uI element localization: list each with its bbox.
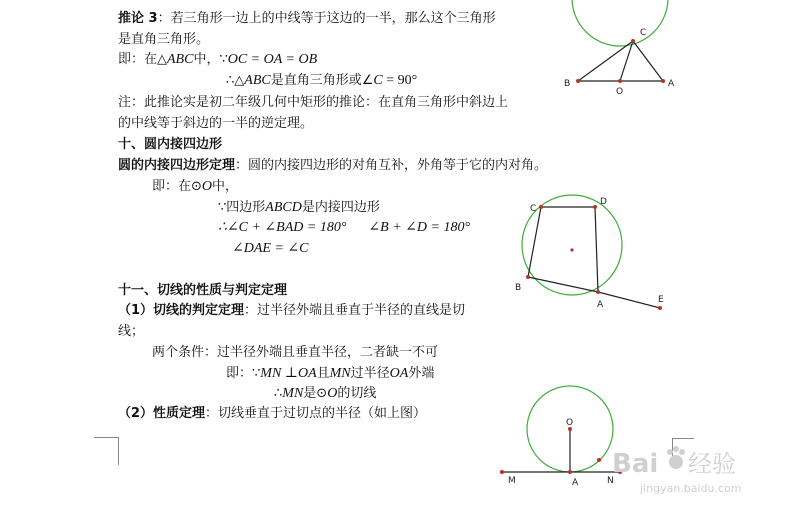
point-c xyxy=(539,205,543,209)
watermark xyxy=(612,446,742,495)
cyclic-quadrilateral-figure xyxy=(515,195,664,310)
label-o: O xyxy=(566,418,574,428)
point-a xyxy=(568,470,572,474)
point-d xyxy=(593,205,597,209)
point-a xyxy=(596,290,600,294)
watermark-brand: Bai xyxy=(612,449,659,479)
label-d: D xyxy=(600,197,607,207)
top-circle-arc xyxy=(572,0,668,46)
label-m: M xyxy=(508,476,516,486)
extended-side-ae xyxy=(598,292,660,308)
criterion-cont: 线； xyxy=(118,324,145,339)
point-o xyxy=(618,79,622,83)
watermark-brand2: 经验 xyxy=(688,450,736,478)
tangent-figure xyxy=(500,386,622,488)
corollary-title: 推论 3 xyxy=(118,11,158,26)
corollary-line1: 推论 3：若三角形一边上的中线等于这边的一半，那么这个三角形 xyxy=(118,11,496,26)
section11-therefore: ∴MN是⊙O的切线 xyxy=(274,386,377,401)
label-b: B xyxy=(564,79,571,89)
section10-because: ∵四边形ABCD是内接四边形 xyxy=(218,200,380,215)
corollary-note1: 注：此推论实是初二年级几何中矩形的推论：在直角三角形中斜边上 xyxy=(118,95,509,110)
point-m xyxy=(500,470,504,474)
section11-heading: 十一、切线的性质与判定定理 xyxy=(118,283,288,298)
triangle-side-bc xyxy=(578,41,633,81)
corollary-line2: 是直角三角形。 xyxy=(118,32,210,47)
triangle-figure xyxy=(564,28,675,97)
circumcircle xyxy=(522,195,622,295)
label-n: N xyxy=(607,476,614,486)
corollary-therefore: ∴△ABC是直角三角形或∠C = 90° xyxy=(226,73,418,88)
label-e: E xyxy=(658,295,664,305)
corollary-note2: 的中线等于斜边的一半的逆定理。 xyxy=(118,116,314,131)
section11-ie: 即：∵MN ⊥OA且MN过半径OA外端 xyxy=(226,366,435,381)
quadrilateral-abcd xyxy=(528,207,598,292)
triangle-side-ca xyxy=(633,41,663,81)
conditions: 两个条件：过半径外端且垂直半径，二者缺一不可 xyxy=(152,345,439,360)
point-e xyxy=(658,306,662,310)
label-o: O xyxy=(616,87,624,97)
section10-ext: ∠DAE = ∠C xyxy=(232,241,309,256)
point-b xyxy=(526,275,530,279)
corollary-ie: 即：在△ABC中，∵OC = OA = OB xyxy=(118,52,318,67)
property-line: （2）性质定理：切线垂直于过切点的半径（如上图） xyxy=(118,406,427,421)
point-c xyxy=(631,39,635,43)
section10-heading: 十、圆内接四边形 xyxy=(118,137,223,152)
triangle-median-co xyxy=(620,41,633,81)
label-c: C xyxy=(530,204,537,214)
label-a: A xyxy=(668,79,675,89)
property-label: （2）性质定理 xyxy=(118,406,206,421)
center-point xyxy=(570,248,573,251)
paw-icon xyxy=(667,446,685,469)
label-a: A xyxy=(597,300,604,310)
point-a xyxy=(661,79,665,83)
section10-sums: ∴∠C + ∠BAD = 180° ∠B + ∠D = 180° xyxy=(218,220,471,235)
watermark-url: jingyan.baidu.com xyxy=(640,482,742,495)
section10-theorem: 圆的内接四边形定理：圆的内接四边形的对角互补，外角等于它的内对角。 xyxy=(118,158,548,173)
point-on-circle xyxy=(597,458,601,462)
label-b: B xyxy=(515,283,522,293)
label-a: A xyxy=(572,478,579,488)
theorem-label: 圆的内接四边形定理 xyxy=(118,158,236,173)
label-c: C xyxy=(640,28,647,38)
point-b xyxy=(576,79,580,83)
criterion-label: （1）切线的判定定理 xyxy=(118,303,245,318)
section10-ie: 即：在⊙O中， xyxy=(152,179,239,194)
criterion-line: （1）切线的判定定理：过半径外端且垂直于半径的直线是切 xyxy=(118,303,466,318)
